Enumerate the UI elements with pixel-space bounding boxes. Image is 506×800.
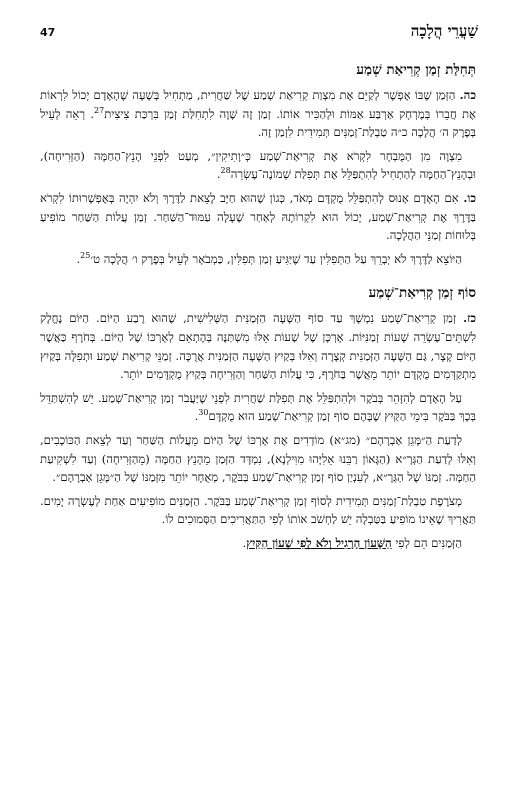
paragraph-text: מְצֹרֶפֶת טַבְלַת־זְמַנִּים תְּמִידִית לְסוֹף זְמַן קְרִיאַת־שְׁמַע בַּבֹּקֶר. הַזְּמַנִּים מוֹפִיעִים אַחַת לְעֶשְׂרָה יָמִים. תַּאֲרִיךְ שֶׁאֵינוֹ מוֹפִיעַ בַּטַּבְלָה יֵשׁ לַחְשֹׁב אוֹתוֹ לְפִי הַתַּאֲרִיכִים הַסְּמוּכִים לוֹ. — [40, 493, 476, 527]
paragraph-text: מִצְוָה מִן הַמֻּבְחָר לִקְרֹא אֶת קְרִיאַת־שְׁמַע כְּ״וָתִיקִין״, מְעַט לִפְנֵי הָנֵץ־הַחַמָּה (הַזְּרִיחָה), וּבְהָנֵץ־הַחַמָּה לְהַתְחִיל לְהִתְפַּלֵּל אֶת תְּפִלַּת שְׁמוֹנֶה־עֶשְׂרֵה — [40, 148, 476, 182]
paragraph-text: הַיּוֹצֵא לַדֶּרֶךְ לֹא יְבָרֵךְ עַל הַתְּפִלִּין עַד שֶׁיַּגִּיעַ זְמַן תְּפִלִּין, כַּמְבֹאָר לְעֵיל בְּפֶרֶק ו׳ הֲלָכָה ט׳ — [90, 251, 462, 266]
page-content — [40, 62, 476, 557]
footnote-ref: 25 — [80, 250, 91, 260]
paragraph — [40, 492, 476, 529]
closing-note — [40, 534, 476, 553]
footnote-ref: 28 — [220, 166, 231, 176]
closing-note-text: הַזְּמַנִּים הֵם לְפִי — [391, 535, 462, 550]
paragraph-number: כה. — [459, 88, 476, 102]
paragraph-number: כו. — [463, 190, 477, 205]
closing-note-end: . — [242, 535, 247, 550]
paragraph-text-continued: . רְאֵה לְעֵיל בְּפֶרֶק ה׳ הֲלָכָה כ״ה טַבְלַת־זְמַנִּים תְּמִידִית לִזְמַן זֶה. — [40, 106, 476, 140]
running-title: שַׁעֲרֵי הֲלָכָה — [410, 22, 478, 40]
paragraph — [40, 86, 476, 142]
paragraph — [40, 147, 476, 184]
paragraph-number: כז. — [463, 311, 476, 326]
paragraph-text: זְמַן קְרִיאַת־שְׁמַע נִמְשָׁךְ עַד סוֹף הַשָּׁעָה הַזְּמַנִּית הַשְּׁלִישִׁית, שֶׁהוּא רֶבַע הַיּוֹם. הַיּוֹם נֶחֱלָק לִשְׁתֵּים־עֶשְׂרֵה שָׁעוֹת זְמַנִּיּוֹת. אָרְכָּן שֶׁל שָׁעוֹת אֵלּוּ מִשְׁתַּנֶּה בְּהֶתְאֵם לְאָרְכּוֹ שֶׁל הַיּוֹם. בְּחֹרֶף כַּאֲשֶׁר הַיּוֹם קָצָר, גַּם הַשָּׁעָה הַזְּמַנִּית קְצָרָה וְאִלּוּ בְּקַיִץ הַשָּׁעָה הַזְּמַנִּית אֲרֻכָּה. זְמַנֵּי קְרִיאַת שְׁמַע וּתְפִלָּה בְּקַיִץ מִתְקַדְּמִים מֻקְדָּם יוֹתֵר מֵאֲשֶׁר בַּחֹרֶף, כִּי עֲלוֹת הַשַּׁחַר וְהַזְּרִיחָה בְּקַיִץ מֻקְדָּמִים יוֹתֵר. — [40, 311, 476, 382]
paragraph — [40, 309, 476, 383]
page-number: 47 — [40, 26, 56, 39]
paragraph — [40, 250, 476, 269]
paragraph-text: עַל הָאָדָם לְהִזָּהֵר בְּבֹקֶר וּלְהִתְפַּלֵּל אֶת תְּפִלַּת שַׁחֲרִית לִפְנֵי שֶׁיַּעֲבֹר זְמַן קְרִיאַת־שְׁמַע. יֵשׁ לְהִשְׁתַּדֵּל בְּכָךְ בַּבֹּקֶר בִּימֵי הַקַּיִץ שֶׁבָּהֶם סוֹף זְמַן קְרִיאַת־שְׁמַע הוּא מֻקְדָּם — [40, 390, 476, 424]
paragraph — [40, 431, 476, 487]
footnote-ref: 30 — [198, 408, 209, 418]
paragraph — [40, 189, 476, 245]
footnote-ref: 27 — [94, 105, 105, 115]
paragraph-text-continued: . — [216, 167, 221, 182]
paragraph-text-continued: . — [194, 409, 199, 424]
paragraph-text: אִם הָאָדָם אָנוּס לְהִתְפַּלֵּל מֻקְדָּם מְאֹד, כְּגוֹן שֶׁהוּא חַיָּב לָצֵאת לַדֶּרֶךְ וְלֹא יִהְיֶה בְּאֶפְשָׁרוּתוֹ לִקְרֹא בַּדֶּרֶךְ אֶת קְרִיאַת־שְׁמַע, יָכוֹל הוּא לִקְרוֹתָהּ לְאַחַר שֶׁעָלָה עַמּוּד־הַשַּׁחַר. זְמַן עֲלוֹת הַשַּׁחַר מוֹפִיעַ בְּלוּחוֹת זְמַנֵּי הַהֲלָכָה. — [40, 190, 476, 243]
paragraph-text: לְדַעַת הַ״מָּגֵן אַבְרָהָם״ (מג״א) מוֹדְדִים אֶת אָרְכּוֹ שֶׁל הַיּוֹם מֵעֲלוֹת הַשַּׁחַר וְעַד לְצֵאת הַכּוֹכָבִים, וְאִלּוּ לְדַעַת הַגְּרָ״א (הַגָּאוֹן רַבֵּנוּ אֵלִיָּהוּ מִוִּילְנָא), נִמְדָּד הַזְּמַן מֵהָנֵץ הַחַמָּה (מֵהַזְּרִיחָה) וְעַד לִשְׁקִיעַת הַחַמָּה. זְמַנּוֹ שֶׁל הַגְּרָ״א, לְעִנְיַן סוֹף זְמַן קְרִיאַת־שְׁמַע בַּבֹּקֶר, מְאֻחָר יוֹתֵר מִזְּמַנּוֹ שֶׁל הַ״מָּגֵן אַבְרָהָם״. — [40, 432, 476, 485]
paragraph — [40, 389, 476, 426]
page-header — [40, 22, 478, 42]
closing-note-emphasis: הַשָּׁעוֹן הָרָגִיל וְלֹא לְפִי שְׁעוֹן הַקַּיִץ — [246, 535, 392, 550]
paragraph-text: הַזְּמַן שֶׁבּוֹ אֶפְשָׁר לְקַיֵּם אֶת מִצְוַת קְרִיאַת שְׁמַע שֶׁל שַׁחֲרִית, מַתְחִיל בְּשָׁעָה שֶׁהָאָדָם יָכוֹל לִרְאוֹת אֶת חֲבֵרוֹ בְּמֶרְחָק אַרְבַּע אַמּוֹת וּלְהַכִּיר אוֹתוֹ. זְמַן זֶה שָׁוֶה לִתְחִלַּת זְמַן בִּרְכַּת צִיצִית — [40, 88, 476, 121]
section-heading: סוֹף זְמַן קְרִיאַת־שְׁמַע — [368, 285, 476, 302]
section-heading: תְּחִלַּת זְמַן קְרִיאַת שְׁמַע — [356, 62, 476, 78]
paragraph-text-continued: . — [76, 251, 81, 266]
section-spacer — [40, 273, 476, 285]
